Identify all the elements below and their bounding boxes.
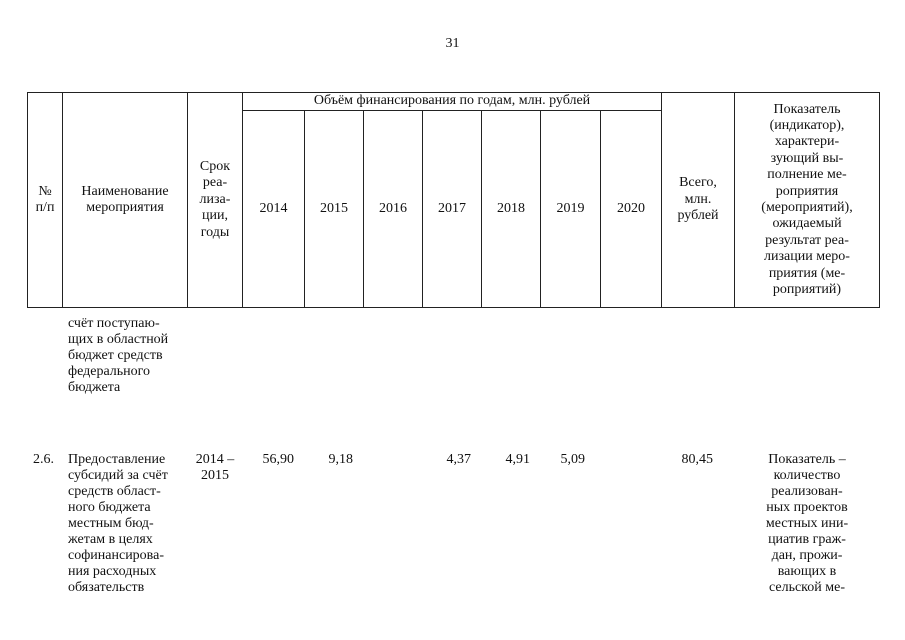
value-total: 80,45 xyxy=(681,452,713,467)
row-indicator: Показатель – количество реализован- ных проектов местных ини- циатив граж- дан, прожи- вающих в сельской ме- xyxy=(765,452,849,595)
header-indicator: Показатель (индикатор), характери- зующий вы- полнение ме- роприятия (мероприятий), ожидаемый результат реа- лизации меро- приятия (ме- роприятий) xyxy=(761,101,853,298)
value-2018: 4,91 xyxy=(505,452,530,467)
header-year-2017: 2017 xyxy=(438,200,466,216)
header-name: Наименование мероприятия xyxy=(81,183,169,215)
row-number: 2.6. xyxy=(33,452,54,467)
header-year-2020: 2020 xyxy=(617,200,645,216)
header-year-2016: 2016 xyxy=(379,200,407,216)
row-term: 2014 – 2015 xyxy=(195,452,235,483)
header-term: Срок реа- лиза- ции, годы xyxy=(199,158,231,240)
header-year-2014: 2014 xyxy=(259,200,288,216)
continuation-name: счёт поступаю- щих в областной бюджет средств федерального бюджета xyxy=(68,316,169,395)
value-2015: 9,18 xyxy=(328,452,353,467)
header-number: № п/п xyxy=(35,183,55,215)
header-total: Всего, млн. рублей xyxy=(677,175,719,224)
value-2014: 56,90 xyxy=(262,452,294,467)
header-funding-group: Объём финансирования по годам, млн. рублей xyxy=(313,93,591,109)
header-year-2018: 2018 xyxy=(497,200,525,216)
row-name: Предоставление субсидий за счёт средств област- ного бюджета местным бюд- жетам в целях софинансирова- ния расходных обязательств xyxy=(68,452,168,595)
page-number: 31 xyxy=(445,36,460,51)
header-year-2015: 2015 xyxy=(320,200,348,216)
value-2017: 4,37 xyxy=(446,452,471,467)
value-2019: 5,09 xyxy=(560,452,585,467)
header-year-2019: 2019 xyxy=(556,200,585,216)
